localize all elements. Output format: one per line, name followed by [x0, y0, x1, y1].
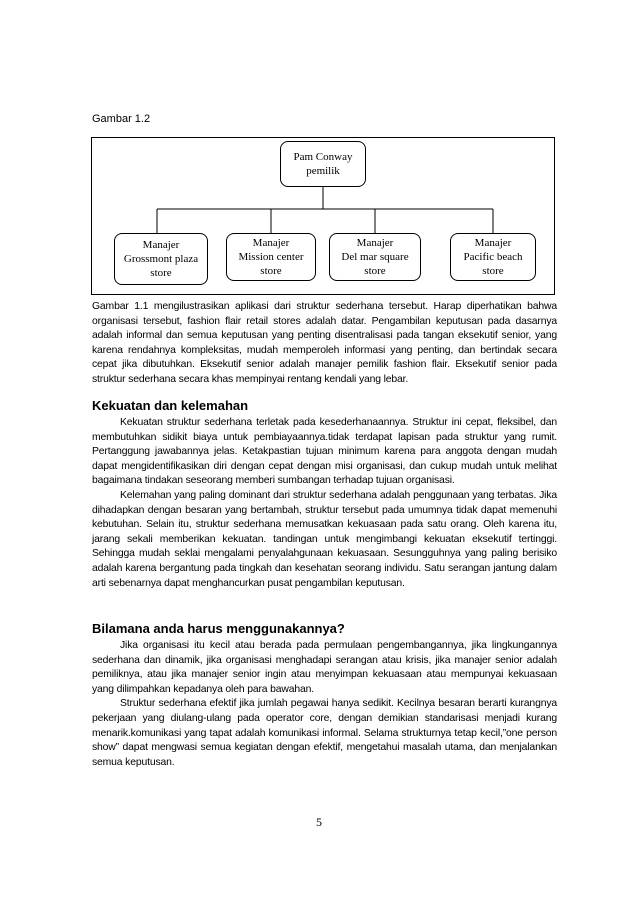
- weakness-paragraph: Kelemahan yang paling dominant dari struktur sederhana adalah penggunaan yang terbatas. Jika dihadapkan dengan besaran yang bertambah, struktur tersebut pada umumnya tidak dapat memenuhi kebutuhan. Selain itu, struktur sederhana memusatkan kekuasaan pada satu orang. Oleh karena itu, jarang sekali memberikan kekuatan. tandingan untuk mengimbangi kekuatan eksekutif tertinggi. Sehingga mudah seklai mengalami penyalahgunaan kekuasaan. Sesungguhnya yang paling berisiko adalah karena bergantung pada tingkah dan kesehatan seorang individu. Satu serangan jantung dalam arti sebenarnya dapat menghancurkan pusat pengambilan keputusan.: [92, 489, 557, 589]
- org-node-grossmont: Manajer Grossmont plaza store: [114, 233, 208, 285]
- org-node-pacific-beach: Manajer Pacific beach store: [450, 233, 536, 281]
- org-node-mission-center: Manajer Mission center store: [226, 233, 316, 281]
- org-node-del-mar: Manajer Del mar square store: [329, 233, 421, 281]
- section-heading-strengths: Kekuatan dan kelemahan: [92, 398, 249, 413]
- section-when-to-use-body: [92, 639, 557, 770]
- intro-paragraph: Gambar 1.1 mengilustrasikan aplikasi dari struktur sederhana tersebut. Harap diperhatikan bahwa organisasi tersebut, fashion flair retail stores adalah datar. Pengambilan keputusan pada dasarnya adalah informal dan semua keputusan yang penting disentralisasi pada tangan eksekutif senior, yang karena rendahnya kompleksitas, mudah memperoleh informasi yang penting, dan bertindak secara cepat jika dibutuhkan. Eksekutif senior adalah manajer pemilik fashion flair. Eksekutif senior pada struktur sederhana secara khas mempinyai rentang kendali yang lebar.: [92, 301, 557, 385]
- strengths-paragraph: Kekuatan struktur sederhana terletak pada kesederhanaannya. Struktur ini cepat, fleksibel, dan membutuhkan sidikit biaya untuk pembiayaannya.tidak terdapat lapisan pada struktur yang rumit. Pertanggung jawabannya jelas. Ketakpastian tujuan minimum karena para anggota dengan mudah dapat mengidentifikasikan diri dengan cepat dengan misi organisasi, dan cukup mudah untuk melihat bagaimana tindakan seseorang memberi sumbangan terhadap tujuan organisasi.: [92, 417, 557, 487]
- effectiveness-paragraph: Struktur sederhana efektif jika jumlah pegawai hanya sedikit. Kecilnya besaran berarti kurangnya pekerjaan yang diulang-ulang pada operator core, dengan demikian standarisasi menjadi kurang menarik.komunikasi yang tapat adalah komunikasi informal. Selama strukturnya tetap kecil,”one person show” dapat mengwasi semua kegiatan dengan efektif, mengetahui masalah utama, dan menjalankan semua keputusan.: [92, 698, 557, 768]
- when-to-use-paragraph: Jika organisasi itu kecil atau berada pada permulaan pengembangannya, jika lingkungannya sederhana dan dinamik, jika organisasi menghadapi serangan atau krisis, jika manajer senior adalah pemiliknya, atau jika manajer senior ingin atau menyimpan kekuasaan atau mempunyai kekuasaan yang dilimpahkan kepadanya oleh para bawahan.: [92, 640, 557, 695]
- org-node-owner: Pam Conway pemilik: [280, 141, 366, 187]
- section-strengths-body: [92, 416, 557, 591]
- page-number: 5: [316, 815, 322, 829]
- section-heading-when-to-use: Bilamana anda harus menggunakannya?: [92, 621, 345, 636]
- figure-label: Gambar 1.2: [92, 113, 151, 125]
- org-chart: [91, 137, 555, 295]
